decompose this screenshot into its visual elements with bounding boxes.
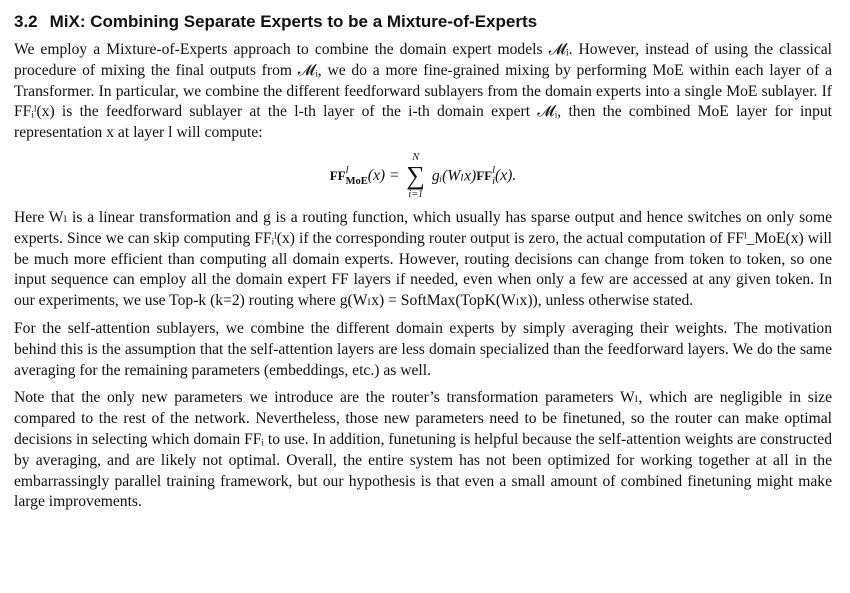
summation-symbol: [406, 152, 425, 200]
eq-rhs-arg: (x).: [495, 166, 517, 184]
eq-lhs-sup: l: [345, 164, 349, 176]
eq-gate-term: gᵢ(Wₗx): [431, 167, 477, 185]
paragraph-self-attention: For the self-attention sublayers, we combine the different domain experts by simply averaging their weights. The motivation behind this is the assumption that the self-attention layers are less domain specialized than the feedforward layers. We do the same averaging for the remaining parameters (embeddings, etc.) as well.: [14, 319, 832, 379]
sigma-icon: ∑: [406, 160, 425, 190]
paragraph-finetuning: Note that the only new parameters we introduce are the router’s transformation parameters Wₗ, which are negligible in size compared to the rest of the network. Nevertheless, those new parameters need to be finetuned, so the router can make optimal decisions in selecting which domain FFᵢ to use. In addition, funetuning is helpful because the self-attention weights are constructed by averaging, and are likely not optimal. Overall, the entire system has not been optimized for working together at all in the embarrassingly parallel training framework, but our hypothesis is that even a small amount of combined finetuning might make large improvements.: [14, 389, 832, 511]
eq-lhs-arg: (x) =: [367, 166, 400, 184]
paragraph-intro: We employ a Mixture-of-Experts approach to combine the domain expert models 𝓜ᵢ. However, instead of using the classical procedure of mixing the final outputs from 𝓜ᵢ, we do a more fine-grained mixing by performing MoE within each layer of a Transformer. In particular, we combine the different feedforward sublayers from the domain experts into a single MoE sublayer. If FFᵢˡ(x) is the feedforward sublayer at the l-th layer of the i-th domain expert 𝓜ᵢ, then the combined MoE layer for input representation x at layer l will compute:: [14, 41, 832, 142]
eq-lhs-sub: MoE: [345, 175, 368, 187]
eq-rhs-sub: i: [492, 175, 496, 187]
section-title: MiX: Combining Separate Experts to be a Mixture-of-Experts: [49, 12, 538, 31]
eq-rhs-ff: FF: [476, 167, 493, 183]
moe-equation: [14, 144, 832, 208]
section-heading: [14, 10, 832, 34]
sum-upper-limit: N: [412, 151, 420, 163]
eq-lhs-ff: FF: [329, 167, 346, 183]
sum-lower-limit: i=1: [408, 188, 423, 200]
paragraph-routing: Here Wₗ is a linear transformation and g is a routing function, which usually has sparse output and hence switches on only some experts. Since we can skip computing FFᵢˡ(x) if the corresponding router output is zero, the actual computation of FFˡ_MoE(x) will be much more efficient than computing all domain experts. However, routing decisions can change from token to token, so one input sequence can employ all the domain expert FF layers if needed, even when only a few are accessed at any given token. In our experiments, we use Top-k (k=2) routing where g(Wₗx) = SoftMax(TopK(Wₗx)), unless otherwise stated.: [14, 208, 832, 310]
eq-rhs-sup: l: [492, 164, 496, 176]
section-number: 3.2: [14, 12, 38, 31]
